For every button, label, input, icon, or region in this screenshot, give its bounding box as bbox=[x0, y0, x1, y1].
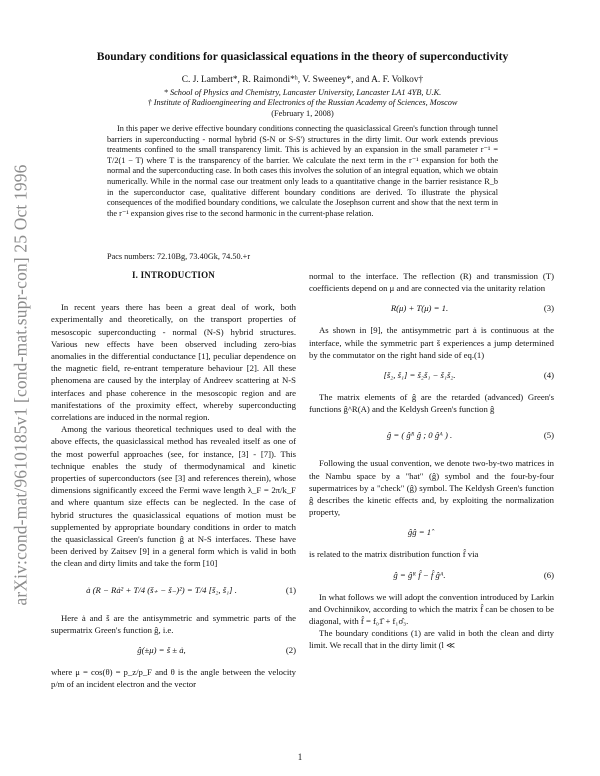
affiliation-moscow: † Institute of Radioengineering and Electronics of the Russian Academy of Sciences, Moscow bbox=[147, 98, 458, 107]
equation-6-number: (6) bbox=[543, 569, 554, 580]
equation-4-expression: [š₂, š₁] = š₂š₁ − š₁š₂. bbox=[383, 370, 456, 381]
author-list: C. J. Lambert*, R. Raimondi*ʰ, V. Sweeney*, and A. F. Volkov† bbox=[181, 75, 424, 85]
right-paragraph-1: normal to the interface. The reflection (R) and transmission (T) coefficients depend on μ and are connected via the unitarity relation bbox=[309, 271, 554, 294]
equation-2 bbox=[51, 640, 296, 662]
right-paragraph-4: Following the usual convention, we denote two-by-two matrices in the Nambu space by a "hat" (ĝ) symbol and the four-by-four supermatrices by a "check" (ĝ) symbol. The Keldysh Green's function ĝ describes the kinetic effects and, by exploiting the normalization property, bbox=[309, 458, 554, 518]
equation-5-expression: ĝ = ( ĝᴿ ĝ ; 0 ĝᴬ ) . bbox=[386, 430, 453, 441]
equation-4 bbox=[309, 365, 554, 387]
equation-5-number: (5) bbox=[543, 430, 554, 441]
equation-3 bbox=[309, 298, 554, 320]
equation-3-expression: R(μ) + T(μ) = 1. bbox=[390, 303, 449, 314]
equation-1-expression: ȧ (R − Rȧ² + T/4 (š₊ − š₋)²) = T/4 [š₂, š₁] . bbox=[86, 584, 237, 595]
abstract: In this paper we derive effective boundary conditions connecting the quasiclassical Green's function through tunnel barriers in superconducting - normal hybrid (S-N or S-S') structures in the dirty limit. Our work extends previous treatments confined to the small transparency limit. This is achieved by an expansion in the small parameter r⁻¹ = T/2(1 − T) where T is the transparency of the barrier. We calculate the next term in the r⁻¹ expansion for both the normal and the superconducting case. In both cases this involves the solution of an integral equation, which we obtain numerically. While in the normal case our treatment only leads to a quantitative change in the barrier resistance R_b in the superconductor case, qualitative different boundary conditions are derived. To illustrate the physical consequences of the modified boundary conditions, we calculate the Josephson current and show that the next term in the r⁻¹ expansion gives rise to the second harmonic in the current-phase relation. bbox=[107, 124, 498, 218]
intro-paragraph-2: Among the various theoretical techniques used to deal with the above effects, the quasiclassical method has revealed itself as one of the most powerful approaches (see, for instance, [3] - [7]). This technique enables the study of thermodynamical and kinetic properties of superconductors (see [3] and references therein), whose dimensions significantly exceed the Fermi wave length λ_F = 2π/k_F and where quantum size effects can be neglected. In the case of hybrid structures the quasiclassical equations of motion must be supplemented by appropriate boundary conditions in order to match the quasiclassical Green's function ĝ at N-S interfaces. These have been derived by Zaitsev [9] in a general form which is valid in both the clean and dirty limits and take the form [10] bbox=[51, 424, 296, 569]
equation-4-number: (4) bbox=[543, 370, 554, 381]
right-column bbox=[309, 270, 554, 652]
equation-1 bbox=[51, 574, 296, 608]
right-paragraph-3: The matrix elements of ĝ are the retarded (advanced) Green's functions ĝ^R(A) and the Keldysh Green's function ĝ bbox=[309, 392, 554, 415]
equation-6 bbox=[309, 565, 554, 587]
section-heading: I. INTRODUCTION bbox=[131, 270, 215, 280]
arxiv-identifier-stamp bbox=[0, 0, 40, 776]
equation-2-number: (2) bbox=[285, 645, 296, 656]
equation-1-number: (1) bbox=[285, 584, 296, 595]
equation-5 bbox=[309, 419, 554, 453]
right-paragraph-7: The boundary conditions (1) are valid in both the clean and dirty limit. We recall that in the dirty limit (l ≪ bbox=[309, 628, 554, 651]
intro-paragraph-4: where μ = cos(θ) = p_z/p_F and θ is the angle between the velocity p/m of an incident electron and the vector bbox=[51, 667, 296, 690]
right-paragraph-5: is related to the matrix distribution function f̂ via bbox=[309, 549, 479, 560]
right-paragraph-2: As shown in [9], the antisymmetric part ȧ is continuous at the interface, while the symmetric part š experiences a jump determined by the commutator on the right hand side of eq.(1) bbox=[309, 325, 554, 360]
intro-paragraph-3: Here ȧ and š are the antisymmetric and symmetric parts of the supermatrix Green's function ĝ, i.e. bbox=[51, 612, 296, 635]
equation-2-expression: ĝ(±μ) = š ± ȧ, bbox=[137, 645, 186, 656]
right-paragraph-6: In what follows we will adopt the convention introduced by Larkin and Ovchinnikov, according to which the matrix f̂ can be chosen to be diagonal, with f̂ = f₀1̂ + f₁σ̂₃. bbox=[309, 591, 554, 627]
left-column bbox=[51, 269, 296, 690]
pacs-numbers: Pacs numbers: 72.10Bg, 73.40Gk, 74.50.+r bbox=[107, 252, 251, 261]
equation-normalization bbox=[309, 522, 554, 544]
affiliation-lancaster: * School of Physics and Chemistry, Lancaster University, Lancaster LA1 4YB, U.K. bbox=[163, 88, 442, 97]
paper-title: Boundary conditions for quasiclassical equations in the theory of superconductivity bbox=[96, 50, 509, 63]
paper-date: (February 1, 2008) bbox=[271, 109, 334, 118]
equation-3-number: (3) bbox=[543, 303, 554, 314]
equation-6-expression: ĝ = ĝᴿ f̂ − f̂ ĝᴬ. bbox=[393, 569, 446, 580]
intro-paragraph-1: In recent years there has been a great deal of work, both experimentally and theoretically, on the transport properties of mesoscopic superconducting - normal (N-S) hybrid structures. Various new effects have been observed including zero-bias anomalies in the differential conductance [1], peculiar dependence on the magnetic field, re-entrant temperature behaviour [2]. All these phenomena are caused by the interplay of Andreev scattering at N-S interfaces and phase coherence in the mesoscopic region and are manifestations of the proximity effect, whereby superconducting correlations are induced in the normal region. bbox=[51, 302, 296, 423]
equation-normalization-expression: ĝĝ = 1̂ bbox=[407, 527, 432, 538]
arxiv-identifier: arXiv:cond-mat/9610185v1 [cond-mat.supr-con] 25 Oct 1996 bbox=[10, 164, 31, 606]
page-number: 1 bbox=[297, 752, 303, 762]
